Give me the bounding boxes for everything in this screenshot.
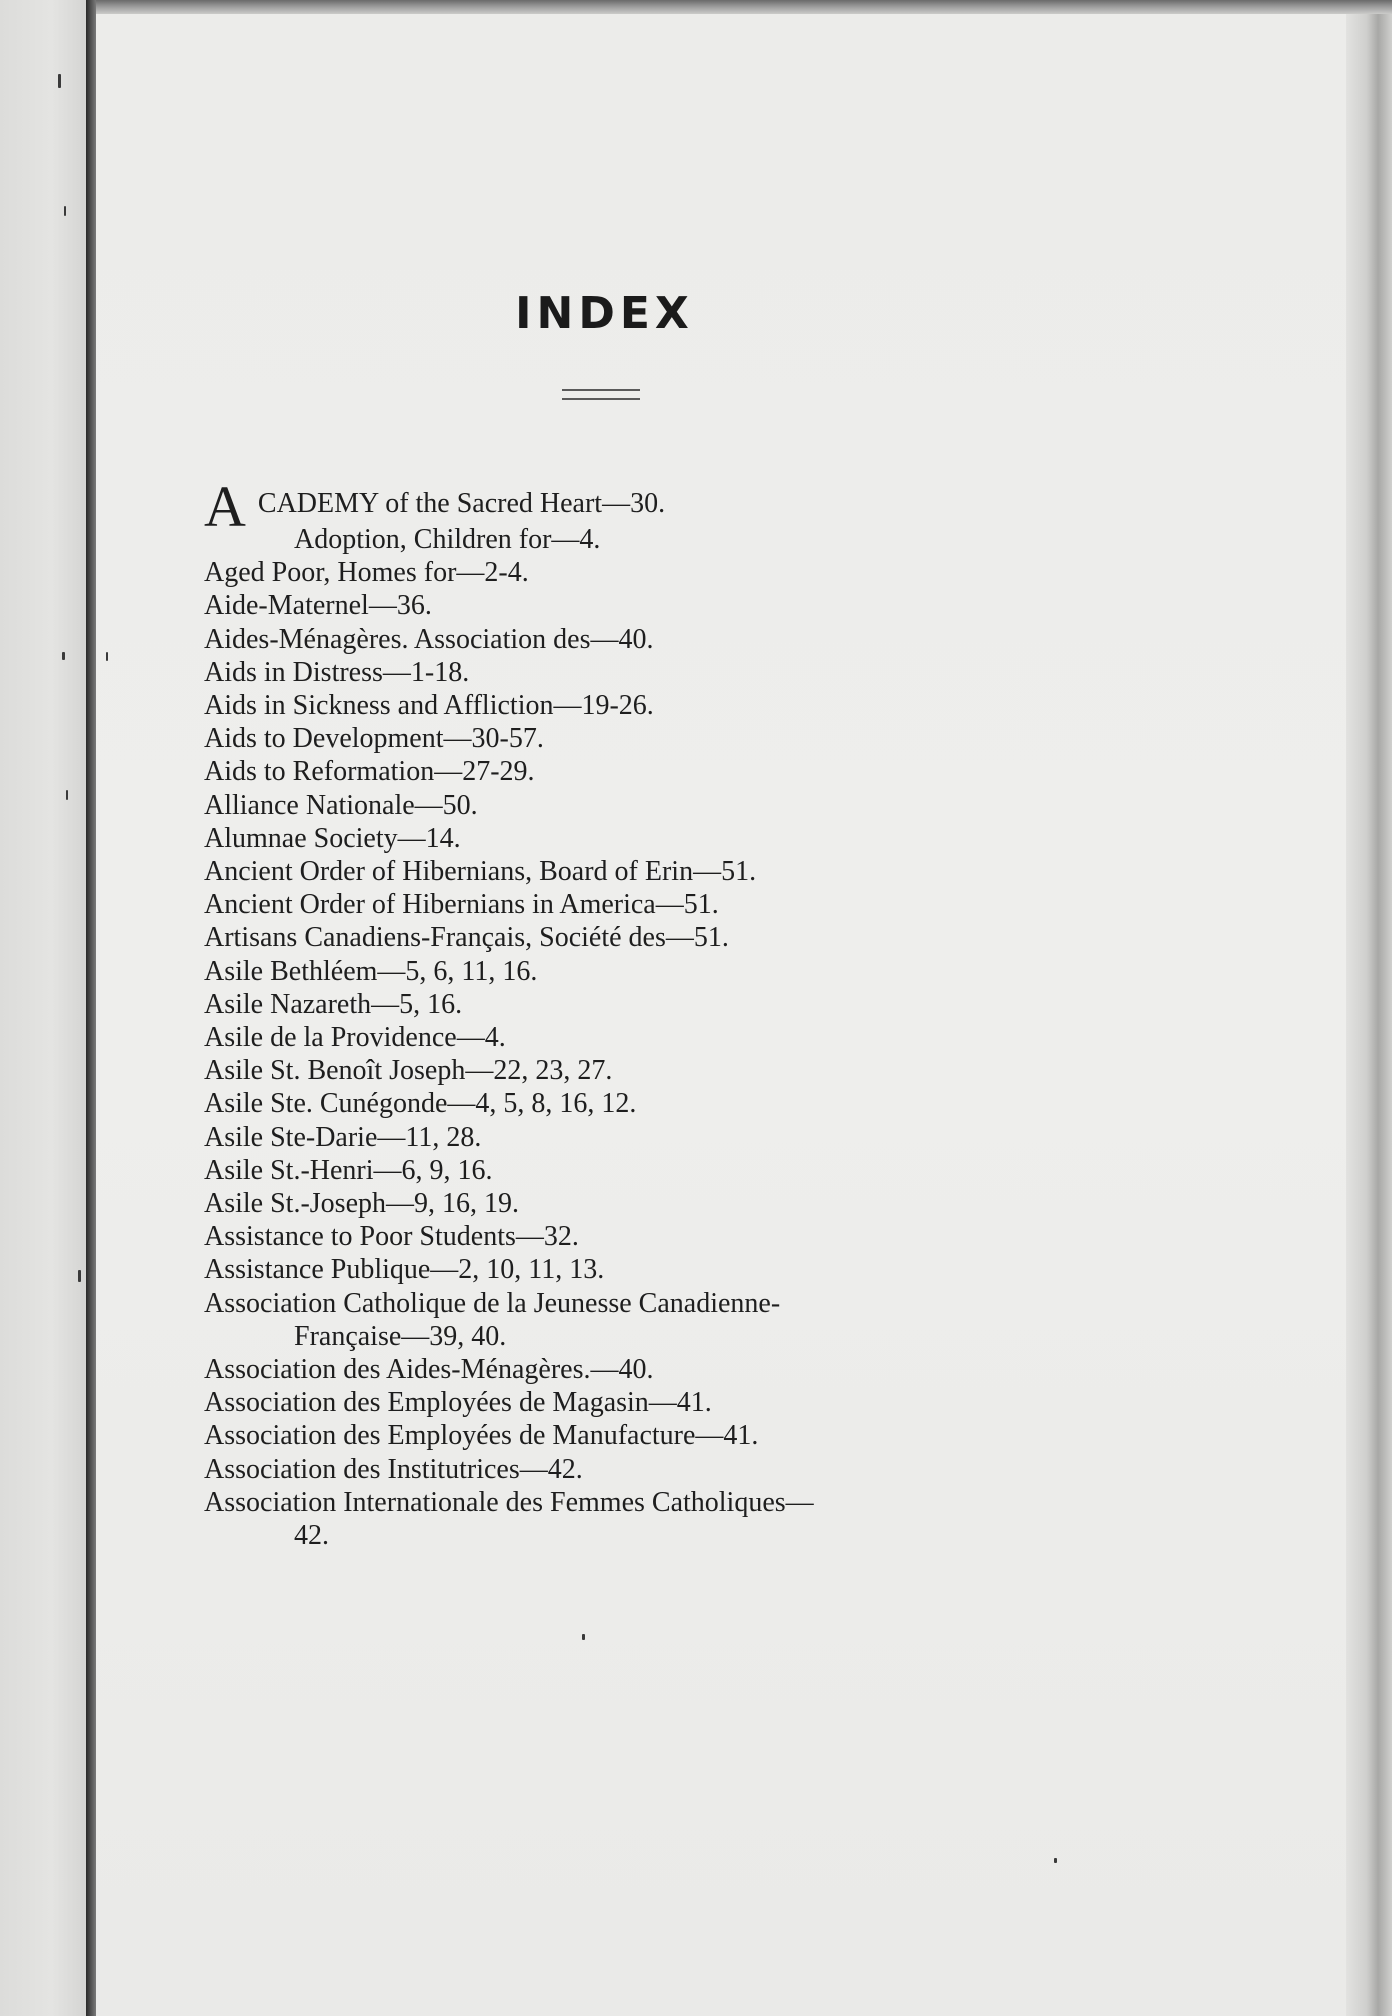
index-entry: Aids to Development—30-57. bbox=[204, 723, 544, 755]
index-entry: Assistance to Poor Students—32. bbox=[204, 1221, 579, 1253]
index-entry: Asile St.-Joseph—9, 16, 19. bbox=[204, 1188, 519, 1220]
index-entry: Association Catholique de la Jeunesse Canadienne- bbox=[204, 1287, 781, 1319]
index-entry: Aide-Maternel—36. bbox=[204, 590, 432, 622]
index-entry: Asile Ste-Darie—11, 28. bbox=[204, 1121, 482, 1153]
index-entry: Asile Bethléem—5, 6, 11, 16. bbox=[204, 955, 538, 987]
margin-speck bbox=[78, 1270, 81, 1282]
margin-speck bbox=[106, 652, 108, 661]
index-entry: Asile St.-Henri—6, 9, 16. bbox=[204, 1154, 493, 1186]
margin-speck bbox=[64, 206, 66, 216]
index-entry: Aids in Sickness and Affliction—19-26. bbox=[204, 690, 654, 722]
index-entry: Aides-Ménagères. Association des—40. bbox=[204, 623, 654, 655]
index-entry: Association des Employées de Manufacture—41. bbox=[204, 1420, 759, 1452]
index-entry: Adoption, Children for—4. bbox=[294, 524, 601, 555]
index-entry: Association des Aides-Ménagères.—40. bbox=[204, 1354, 654, 1386]
index-entry: Asile Nazareth—5, 16. bbox=[204, 988, 463, 1020]
page-speck bbox=[1054, 1858, 1057, 1863]
index-entry: Ancient Order of Hibernians in America—51. bbox=[204, 889, 719, 921]
margin-speck bbox=[66, 790, 68, 800]
index-entry: Asile St. Benoît Joseph—22, 23, 27. bbox=[204, 1055, 613, 1087]
page-title: INDEX bbox=[515, 288, 694, 339]
margin-speck bbox=[58, 74, 61, 88]
index-entry: Aids in Distress—1-18. bbox=[204, 656, 470, 688]
index-entry: Alliance Nationale—50. bbox=[204, 789, 478, 821]
index-entry-text: CADEMY of the Sacred Heart—30. bbox=[257, 488, 666, 519]
index-entry: Aids to Reformation—27-29. bbox=[204, 756, 535, 788]
page-speck bbox=[582, 1634, 585, 1640]
drop-cap: A bbox=[204, 474, 246, 539]
index-entry: 42. bbox=[294, 1520, 329, 1552]
index-list bbox=[204, 474, 1004, 1552]
index-entry: Association des Employées de Magasin—41. bbox=[204, 1387, 712, 1419]
title-rule-top bbox=[562, 389, 640, 391]
index-entry: Asile de la Providence—4. bbox=[204, 1022, 506, 1054]
index-entry: Assistance Publique—2, 10, 11, 13. bbox=[204, 1254, 605, 1286]
index-entry: Ancient Order of Hibernians, Board of Erin—51. bbox=[204, 856, 757, 888]
index-entry: Association des Institutrices—42. bbox=[204, 1453, 583, 1485]
index-entry: Alumnae Society—14. bbox=[204, 822, 461, 854]
index-entry: Aged Poor, Homes for—2-4. bbox=[204, 557, 529, 589]
page-right-edge bbox=[1346, 14, 1392, 2016]
index-entry: Asile Ste. Cunégonde—4, 5, 8, 16, 12. bbox=[204, 1088, 637, 1120]
margin-speck bbox=[62, 652, 65, 660]
index-entry: Artisans Canadiens-Français, Société des—51. bbox=[204, 922, 729, 954]
index-entry: Française—39, 40. bbox=[294, 1320, 507, 1352]
title-rule-bottom bbox=[562, 398, 640, 400]
index-entry-first bbox=[204, 474, 1004, 539]
index-entry: Association Internationale des Femmes Catholiques— bbox=[204, 1486, 814, 1518]
